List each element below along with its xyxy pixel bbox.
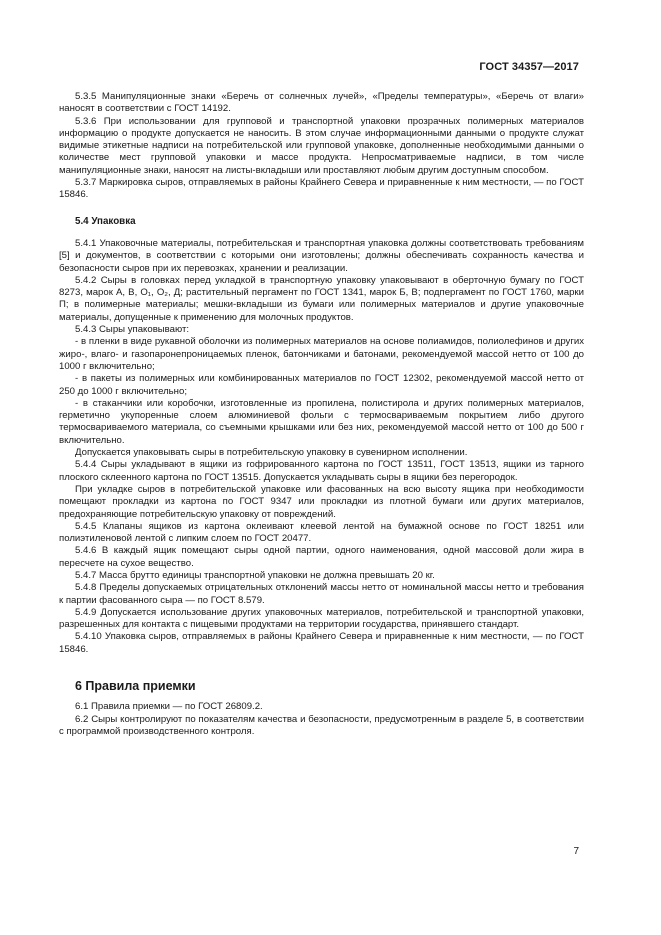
paragraph-souvenir: Допускается упаковывать сыры в потребительскую упаковку в сувенирном исполнении. bbox=[75, 447, 468, 459]
paragraph-6-2: 6.2 Сыры контролируют по показателям качества и безопасности, предусмотренным в разделе 5, в соответствии с программой производственного контроля. bbox=[59, 713, 584, 737]
paragraph-5-4-7: 5.4.7 Масса брутто единицы транспортной упаковки не должна превышать 20 кг. bbox=[75, 569, 435, 581]
paragraph-5-3-7: 5.3.7 Маркировка сыров, отправляемых в районы Крайнего Севера и приравненные к ним местности, — по ГОСТ 15846. bbox=[59, 177, 584, 201]
paragraph-5-4-10: 5.4.10 Упаковка сыров, отправляемых в районы Крайнего Севера и приравненные к ним местности, — по ГОСТ 15846. bbox=[59, 631, 584, 655]
list-item-bags: - в пакеты из полимерных или комбинированных материалов по ГОСТ 12302, рекомендуемой массой нетто от 250 до 1000 г включительно; bbox=[59, 373, 584, 397]
paragraph-5-4-9: 5.4.9 Допускается использование других упаковочных материалов, потребительской и транспортной упаковки, разрешенных для контакта с пищевыми продуктами на территории государства, принявшего стандарт. bbox=[59, 606, 584, 631]
page-number: 7 bbox=[573, 846, 579, 857]
section-heading-6: 6 Правила приемки bbox=[75, 679, 196, 694]
paragraph-5-4-6: 5.4.6 В каждый ящик помещают сыры одной партии, одного наименования, одной массовой доли жира в пересчете на сухое вещество. bbox=[59, 545, 584, 569]
paragraph-6-1: 6.1 Правила приемки — по ГОСТ 26809.2. bbox=[75, 701, 263, 713]
paragraph-5-4-4: 5.4.4 Сыры укладывают в ящики из гофрированного картона по ГОСТ 13511, ГОСТ 13513, ящики из тарного плоского склеенного картона по ГОСТ 13515. Допускается укладывать сыры в ящики без перегородок. bbox=[59, 459, 584, 483]
paragraph-5-3-5: 5.3.5 Манипуляционные знаки «Беречь от солнечных лучей», «Пределы температуры», «Беречь от влаги» наносят в соответствии с ГОСТ 14192. bbox=[59, 91, 584, 115]
paragraph-5-4-2: 5.4.2 Сыры в головках перед укладкой в транспортную упаковку упаковывают в оберточную бумагу по ГОСТ 8273, марок А, В, О₁, О₂, Д; растительный пергамент по ГОСТ 1341, марок Б, В; подпергамент по ГОСТ 1760, марки П; в полимерные материалы; мешки-вкладыши из бумаги или полимерных материалов и другие упаковочные материалы, допущенные к применению для молочных продуктов. bbox=[59, 274, 584, 323]
paragraph-5-4-1: 5.4.1 Упаковочные материалы, потребительская и транспортная упаковка должны соответствовать требованиям [5] и документов, в соответствии с которыми они изготовлены; должны обеспечивать сохранность качества и безопасности сыров при их перевозках, хранении и реализации. bbox=[59, 237, 584, 274]
list-item-films: - в пленки в виде рукавной оболочки из полимерных материалов на основе полиамидов, полиолефинов и других жиро-, влаго- и газопаронепроницаемых пленок, батончиками и батонами, рекомендуемой массой нетто от 100 до 1000 г включительно; bbox=[59, 336, 584, 372]
paragraph-5-4-3: 5.4.3 Сыры упаковывают: bbox=[75, 324, 190, 336]
subsection-heading-5-4: 5.4 Упаковка bbox=[75, 215, 136, 227]
paragraph-5-4-8: 5.4.8 Пределы допускаемых отрицательных отклонений массы нетто от номинальной массы нетто и требования к партии фасованного сыра — по ГОСТ 8.579. bbox=[59, 582, 584, 606]
list-item-cups: - в стаканчики или коробочки, изготовленные из пропилена, полистирола и других полимерных материалов, герметично укупоренные слоем алюминиевой фольги с термосвариваемым покрытием либо другого термосвариваемого материала, со съемными крышками или без них, рекомендуемой массой нетто от 100 до 500 г включительно. bbox=[59, 397, 584, 446]
document-body bbox=[59, 91, 584, 738]
standard-header: ГОСТ 34357—2017 bbox=[479, 61, 579, 73]
paragraph-5-3-6: 5.3.6 При использовании для групповой и транспортной упаковки прозрачных полимерных материалов информацию о продукте допускается не наносить. В этом случае информационными данными о продукте служат видимые этикетные надписи на потребительской или групповой упаковке, дополненные необходимыми данными о количестве мест групповой упаковки и массе продукта. Непросматриваемые надписи, в том числе манипуляционные знаки, наносят на листы-вкладыши или проставляют любым другим доступным способом. bbox=[59, 115, 584, 176]
paragraph-5-4-5: 5.4.5 Клапаны ящиков из картона оклеивают клеевой лентой на бумажной основе по ГОСТ 18251 или полиэтиленовой лентой с липким слоем по ГОСТ 20477. bbox=[59, 520, 584, 545]
paragraph-spacers: При укладке сыров в потребительской упаковке или фасованных на всю высоту ящика при необходимости помещают прокладки из картона по ГОСТ 9347 или прокладки из плотной бумаги или других материалов, предохраняющие потребительскую упаковку от повреждений. bbox=[59, 483, 584, 520]
